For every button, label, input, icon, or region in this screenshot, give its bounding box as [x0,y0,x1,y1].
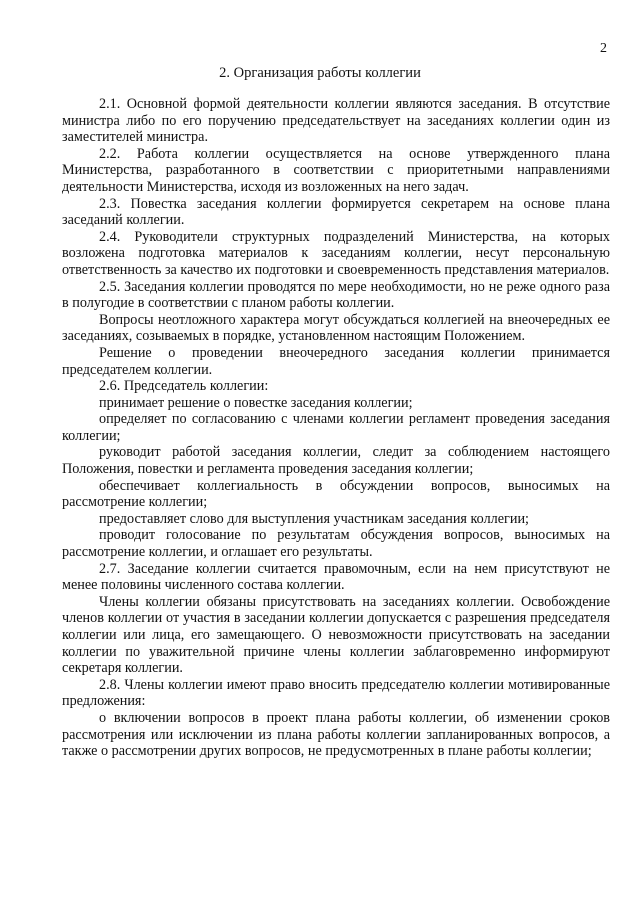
paragraph-2-7: 2.7. Заседание коллегии считается правомочным, если на нем присутствуют не менее половины численного состава коллегии. [62,560,610,594]
chairman-duty-lead: руководит работой заседания коллегии, следит за соблюдением настоящего Положения, повестки и регламента проведения заседания коллегии; [62,444,610,478]
paragraph-attendance: Члены коллегии обязаны присутствовать на заседаниях коллегии. Освобождение членов коллегии от участия в заседании коллегии допускается с разрешения председателя коллегии или лица, его замещающего. О невозможности присутствовать на заседании коллегии по уважительной причине члены коллегии заблаговременно информируют секретаря коллегии. [62,593,610,677]
paragraph-2-2: 2.2. Работа коллегии осуществляется на основе утвержденного плана Министерства, разработанного в соответствии с приоритетными направлениями деятельности Министерства, исходя из возложенных на него задач. [62,145,610,195]
chairman-duty-regulation: определяет по согласованию с членами коллегии регламент проведения заседания коллегии; [62,411,610,444]
chairman-duty-agenda: принимает решение о повестке заседания коллегии; [99,394,413,411]
paragraph-2-1: 2.1. Основной формой деятельности коллегии являются заседания. В отсутствие министра либо по его поручению председательствует на заседаниях коллегии один из заместителей министра. [62,96,610,146]
page-number: 2 [600,41,607,56]
paragraph-extraordinary-decision: Решение о проведении внеочередного заседания коллегии принимается председателем коллегии. [62,344,610,378]
paragraph-2-6: 2.6. Председатель коллегии: [99,378,269,395]
paragraph-urgent-questions: Вопросы неотложного характера могут обсуждаться коллегией на внеочередных ее заседаниях, созываемых в порядке, установленном настоящим Положением. [62,311,610,345]
chairman-duty-voting: проводит голосование по результатам обсуждения вопросов, выносимых на рассмотрение коллегии, и оглашает его результаты. [62,527,610,561]
document-body [62,96,610,760]
paragraph-2-8: 2.8. Члены коллегии имеют право вносить председателю коллегии мотивированные предложения: [62,676,610,710]
chairman-duty-collegiality: обеспечивает коллегиальность в обсуждении вопросов, выносимых на рассмотрение коллегии; [62,477,610,511]
paragraph-2-3: 2.3. Повестка заседания коллегии формируется секретарем на основе плана заседаний коллегии. [62,195,610,229]
section-title: 2. Организация работы коллегии [219,65,421,81]
chairman-duty-floor: предоставляет слово для выступления участникам заседания коллегии; [99,510,529,527]
member-proposal-plan: о включении вопросов в проект плана работы коллегии, об изменении сроков рассмотрения или исключении из плана работы коллегии запланированных вопросов, а также о рассмотрении других вопросов, не предусмотренных в плане работы коллегии; [62,709,610,760]
paragraph-2-4: 2.4. Руководители структурных подразделений Министерства, на которых возложена подготовка материалов к заседаниям коллегии, несут персональную ответственность за качество их подготовки и своевременность представления материалов. [62,228,610,278]
paragraph-2-5: 2.5. Заседания коллегии проводятся по мере необходимости, но не реже одного раза в полугодие в соответствии с планом работы коллегии. [62,278,610,312]
